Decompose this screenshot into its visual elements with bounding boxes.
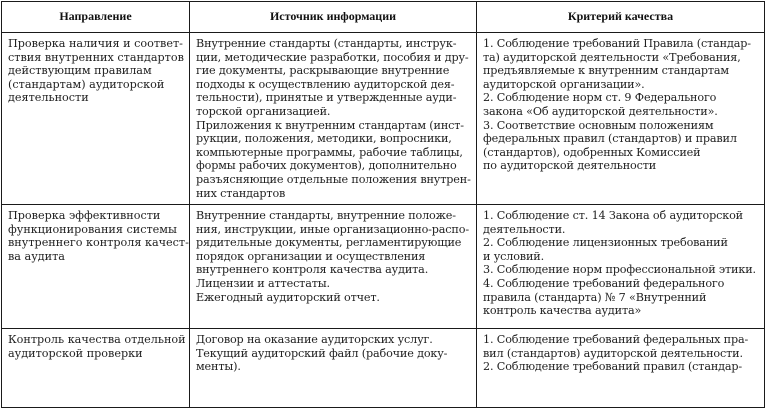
text-line: рядительные документы, регламентирующие [196, 236, 462, 250]
text-line: закона «Об аудиторской деятельности». [483, 104, 718, 118]
text-line: Проверка эффективности [8, 209, 161, 222]
cell-source [190, 33, 477, 204]
cell-criteria [477, 329, 764, 407]
text-line: Проверка наличия и соответ- [8, 37, 183, 50]
header-criteria: Критерий качества [567, 9, 674, 23]
text-line: внутреннего контроля качест- [8, 236, 189, 250]
text-line: предъявляемые к внутренним стандартам [483, 64, 729, 78]
text-line: по аудиторской деятельности [483, 159, 657, 173]
text-line: вил (стандартов) аудиторской деятельности. [483, 346, 743, 360]
text-line: (стандартам) аудиторской [8, 77, 165, 91]
cell-criteria [477, 33, 764, 204]
text-line: подходы к осуществлению аудиторской дея- [196, 77, 455, 91]
text-line: 1. Соблюдение требований федеральных пра- [483, 333, 749, 346]
cell-source [190, 329, 477, 407]
text-line: тельности), принятые и утвержденные ауди- [196, 91, 457, 105]
text-line: 2. Соблюдение норм ст. 9 Федерального [483, 91, 717, 105]
text-line: деятельности [8, 91, 89, 105]
header-direction: Направление [2, 2, 190, 32]
text-line: 4. Соблюдение требований федерального [483, 276, 725, 290]
text-line: федеральных правил (стандартов) и правил [483, 132, 737, 146]
text-line: ствия внутренних стандартов [8, 50, 184, 64]
text-line: 2. Соблюдение требований правил (стандар- [483, 360, 743, 374]
text-line: правила (стандарта) № 7 «Внутренний [483, 290, 707, 304]
table-row [2, 205, 764, 329]
text-line: ва аудита [8, 249, 65, 263]
cell-criteria [477, 205, 764, 328]
text-line: Контроль качества отдельной [8, 333, 186, 346]
text-line: Лицензии и аттестаты. [196, 276, 330, 290]
text-line: действующим правилам [8, 64, 152, 78]
text-line: них стандартов [196, 186, 286, 200]
cell-direction [2, 33, 190, 204]
text-line: функционирования системы [8, 222, 177, 236]
text-line: контроль качества аудита» [483, 304, 642, 318]
text-line: Текущий аудиторский файл (рабочие доку- [196, 346, 448, 360]
text-line: 2. Соблюдение лицензионных требований [483, 236, 728, 250]
text-line: Приложения к внутренним стандартам (инст- [196, 118, 464, 132]
text-line: и условий. [483, 249, 544, 263]
text-line: 1. Соблюдение ст. 14 Закона об аудиторской [483, 209, 743, 222]
text-line: ции, методические разработки, пособия и дру- [196, 50, 469, 64]
header-source: Источник информации [190, 2, 477, 32]
text-line: Ежегодный аудиторский отчет. [196, 290, 380, 304]
text-line: 3. Соответствие основным положениям [483, 118, 714, 132]
table-row [2, 33, 764, 205]
text-line: аудиторской проверки [8, 346, 143, 360]
table-header-row [2, 2, 764, 33]
text-line: деятельности. [483, 222, 566, 236]
text-line: та) аудиторской деятельности «Требования, [483, 50, 741, 64]
cell-direction [2, 329, 190, 407]
text-line: Внутренние стандарты (стандарты, инструк- [196, 37, 457, 50]
table-row [2, 329, 764, 407]
text-line: рукции, положения, методики, вопросники, [196, 132, 452, 146]
text-line: 3. Соблюдение норм профессиональной этики. [483, 263, 756, 277]
text-line: 1. Соблюдение требований Правила (стандар- [483, 37, 751, 50]
text-line: внутреннего контроля качества аудита. [196, 263, 429, 277]
cell-source [190, 205, 477, 328]
text-line: торской организацией. [196, 104, 331, 118]
text-line: компьютерные программы, рабочие таблицы, [196, 145, 463, 159]
quality-control-table [1, 1, 765, 408]
text-line: Договор на оказание аудиторских услуг. [196, 333, 433, 346]
text-line: (стандартов), одобренных Комиссией [483, 145, 701, 159]
text-line: порядок организации и осуществления [196, 249, 426, 263]
text-line: Внутренние стандарты, внутренние положе- [196, 209, 456, 222]
text-line: менты). [196, 360, 241, 374]
text-line: гие документы, раскрывающие внутренние [196, 64, 450, 78]
text-line: разъясняющие отдельные положения внутрен- [196, 172, 471, 186]
text-line: аудиторской организации». [483, 77, 645, 91]
text-line: формы рабочих документов), дополнительно [196, 159, 457, 173]
cell-direction [2, 205, 190, 328]
text-line: ния, инструкции, иные организационно-распо- [196, 222, 469, 236]
